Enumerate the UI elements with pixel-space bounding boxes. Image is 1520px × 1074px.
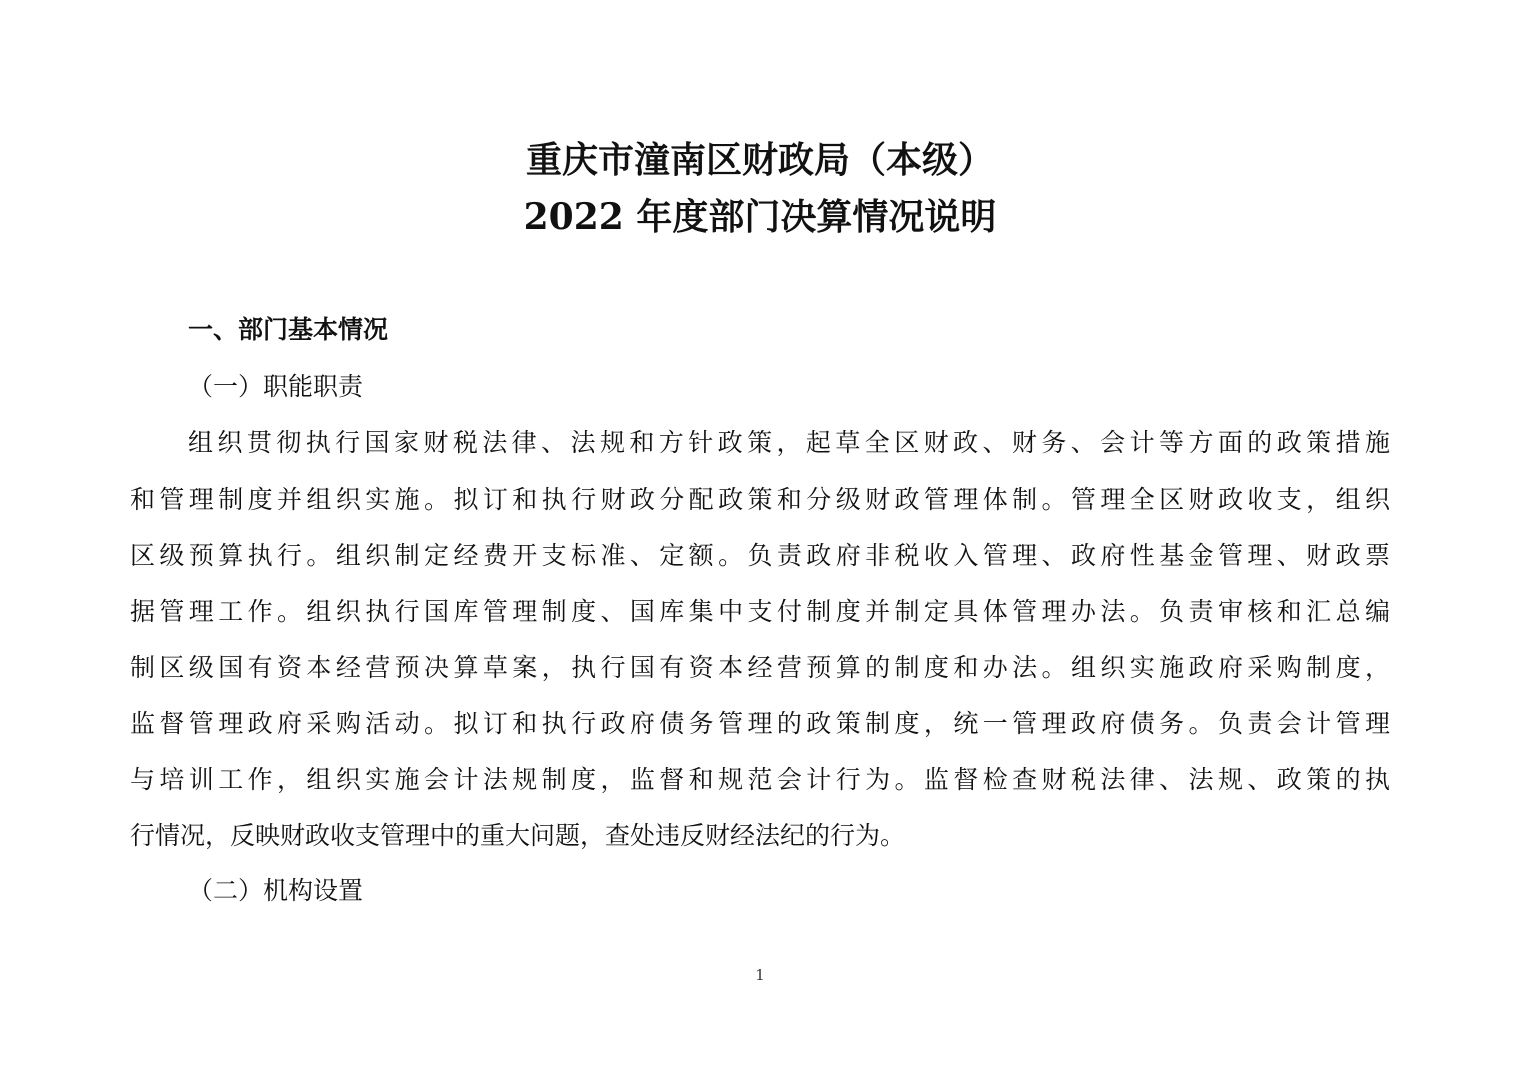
subsection-heading-functions: （一）职能职责 — [188, 372, 364, 401]
paragraph-line: 据管理工作。组织执行国库管理制度、国库集中支付制度并制定具体管理办法。负责审核和汇总编 — [130, 597, 1390, 626]
document-title-line-2: 2022 年度部门决算情况说明 — [523, 196, 997, 238]
paragraph-line: 监督管理政府采购活动。拟订和执行政府债务管理的政策制度，统一管理政府债务。负责会计管理 — [130, 709, 1390, 738]
paragraph-line: 与培训工作，组织实施会计法规制度，监督和规范会计行为。监督检查财税法律、法规、政策的执 — [130, 765, 1390, 794]
paragraph-line: 制区级国有资本经营预决算草案，执行国有资本经营预算的制度和办法。组织实施政府采购制度， — [130, 653, 1390, 682]
paragraph-line: 和管理制度并组织实施。拟订和执行财政分配政策和分级财政管理体制。管理全区财政收支，组织 — [130, 485, 1390, 514]
document-title-line-1: 重庆市潼南区财政局（本级） — [525, 139, 994, 181]
paragraph-line: 组织贯彻执行国家财税法律、法规和方针政策，起草全区财政、财务、会计等方面的政策措施 — [188, 428, 1390, 457]
paragraph-line: 行情况，反映财政收支管理中的重大问题，查处违反财经法纪的行为。 — [130, 821, 906, 850]
page-number: 1 — [755, 966, 765, 984]
subsection-heading-organization: （二）机构设置 — [188, 876, 364, 905]
paragraph-line: 区级预算执行。组织制定经费开支标准、定额。负责政府非税收入管理、政府性基金管理、财政票 — [130, 541, 1390, 570]
section-heading-basic-info: 一、部门基本情况 — [188, 315, 389, 344]
